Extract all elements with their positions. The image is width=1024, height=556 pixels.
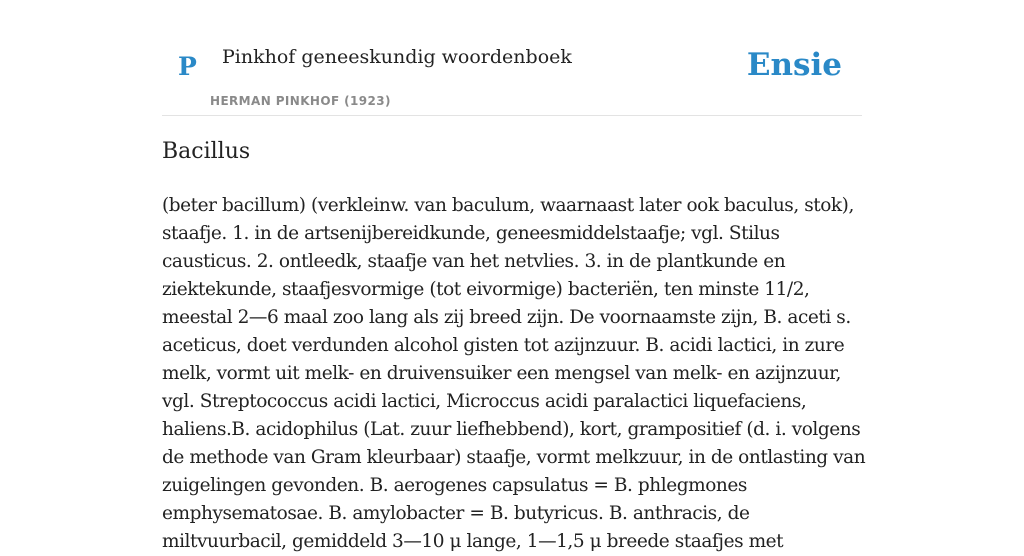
book-author: HERMAN PINKHOF (1923) [210,94,391,108]
dictionary-header [162,30,862,116]
entry-title: Bacillus [162,139,251,164]
book-title-link[interactable]: Pinkhof geneeskundig woordenboek [222,46,572,68]
ensie-logo-link[interactable]: Ensie [746,47,842,83]
book-letter-icon: P [178,52,197,81]
entry-definition: (beter bacillum) (verkleinw. van baculum, waarnaast later ook baculus, stok), staafje. 1. in de artsenijbereidkunde, geneesmiddelstaafje; vgl. Stilus causticus. 2. ontleedk, staafje van het netvlies. 3. in de plantkunde en ziektekunde, staafjesvormige (tot eivormige) bacteriën, ten minste 11/2, meestal 2—6 maal zoo lang als zij breed zijn. De voornaamste zijn, B. aceti s. aceticus, doet verdunden alcohol gisten tot azijnzuur. B. acidi lactici, in zure melk, vormt uit melk- en druivensuiker een mengsel van melk- en azijnzuur, vgl. Streptococcus acidi lactici, Microccus acidi paralactici liquefaciens, haliens.B. acidophilus (Lat. zuur liefhebbend), kort, grampositief (d. i. volgens de methode van Gram kleurbaar) staafje, vormt melkzuur, in de ontlasting van zuigelingen gevonden. B. aerogenes capsulatus = B. phlegmones emphysematosae. B. amylobacter = B. butyricus. B. anthracis, de miltvuurbacil, gemiddeld 3—10 μ lange, 1—1,5 μ breede staafjes met [162,195,866,552]
